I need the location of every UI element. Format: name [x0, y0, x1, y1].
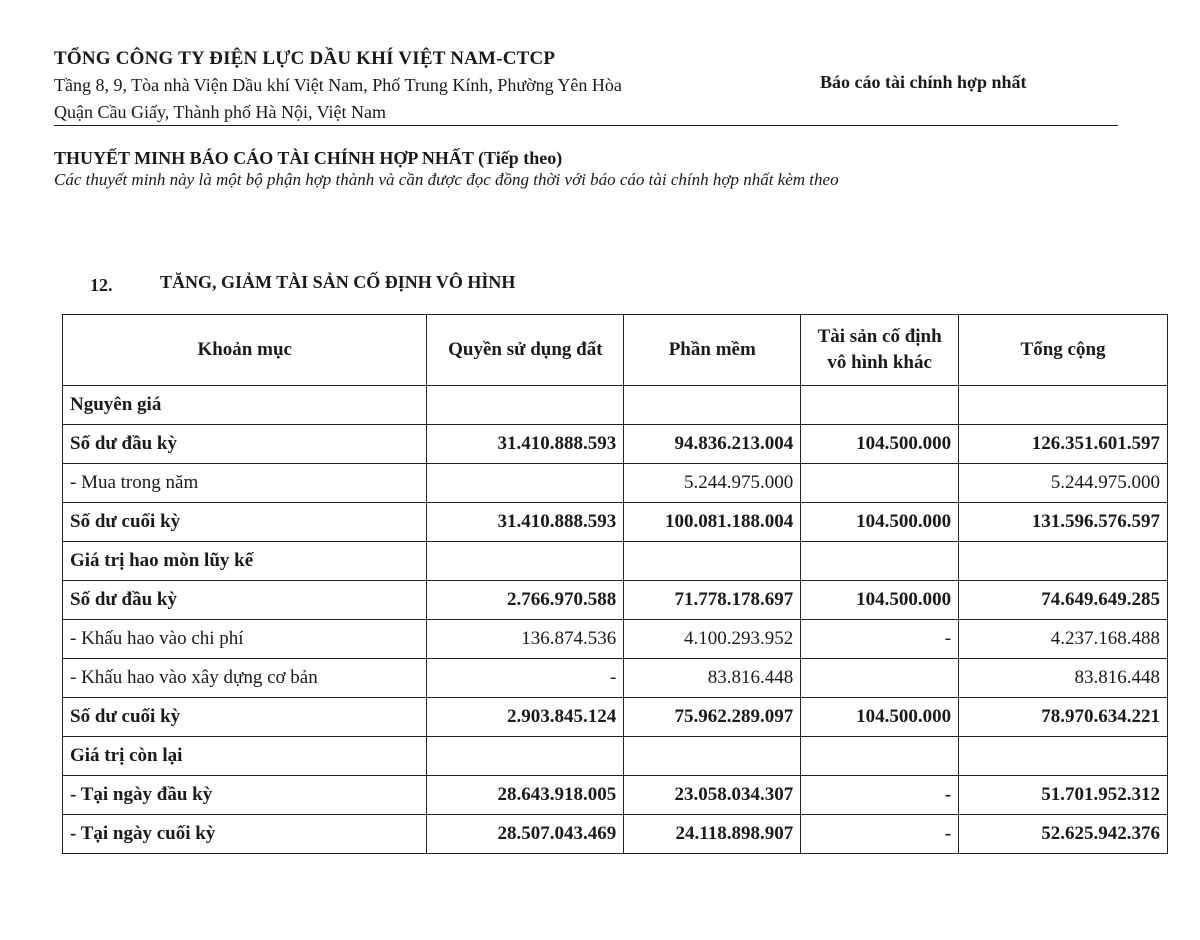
cell-other: - — [801, 620, 959, 659]
row-label: Giá trị hao mòn lũy kế — [63, 542, 427, 581]
cell-land: 28.507.043.469 — [427, 815, 624, 854]
cell-total: 74.649.649.285 — [959, 581, 1168, 620]
section-number: 12. — [90, 275, 113, 295]
cell-total: 131.596.576.597 — [959, 503, 1168, 542]
header-other-intangibles — [801, 315, 959, 386]
cell-total — [959, 542, 1168, 581]
cell-land: 31.410.888.593 — [427, 503, 624, 542]
cell-other — [801, 464, 959, 503]
row-label: Số dư cuối kỳ — [63, 698, 427, 737]
cell-total: 83.816.448 — [959, 659, 1168, 698]
cell-land: 2.766.970.588 — [427, 581, 624, 620]
row-label: - Tại ngày cuối kỳ — [63, 815, 427, 854]
cell-other: 104.500.000 — [801, 581, 959, 620]
cell-software — [624, 542, 801, 581]
cell-other — [801, 659, 959, 698]
table-row — [63, 620, 1168, 659]
cell-software: 94.836.213.004 — [624, 425, 801, 464]
table-row — [63, 425, 1168, 464]
cell-software: 23.058.034.307 — [624, 776, 801, 815]
header-land-use-rights: Quyền sử dụng đất — [427, 315, 624, 386]
cell-software — [624, 737, 801, 776]
row-label: - Khấu hao vào chi phí — [63, 620, 427, 659]
cell-other: 104.500.000 — [801, 698, 959, 737]
cell-other — [801, 386, 959, 425]
header-total: Tổng cộng — [959, 315, 1168, 386]
cell-total: 4.237.168.488 — [959, 620, 1168, 659]
table-row — [63, 464, 1168, 503]
row-label: Số dư đầu kỳ — [63, 581, 427, 620]
cell-software: 100.081.188.004 — [624, 503, 801, 542]
cell-land — [427, 386, 624, 425]
cell-total — [959, 386, 1168, 425]
cell-total: 52.625.942.376 — [959, 815, 1168, 854]
cell-total: 51.701.952.312 — [959, 776, 1168, 815]
cell-total: 5.244.975.000 — [959, 464, 1168, 503]
cell-other: 104.500.000 — [801, 425, 959, 464]
table-row — [63, 503, 1168, 542]
table-row — [63, 542, 1168, 581]
row-label: - Tại ngày đầu kỳ — [63, 776, 427, 815]
cell-software: 75.962.289.097 — [624, 698, 801, 737]
cell-land: 28.643.918.005 — [427, 776, 624, 815]
cell-software: 4.100.293.952 — [624, 620, 801, 659]
cell-land — [427, 737, 624, 776]
row-label: Số dư cuối kỳ — [63, 503, 427, 542]
table-header-row — [63, 315, 1168, 386]
row-label: Giá trị còn lại — [63, 737, 427, 776]
cell-land — [427, 464, 624, 503]
cell-software — [624, 386, 801, 425]
cell-land — [427, 542, 624, 581]
cell-software: 71.778.178.697 — [624, 581, 801, 620]
cell-software: 24.118.898.907 — [624, 815, 801, 854]
header-software: Phần mềm — [624, 315, 801, 386]
table-row — [63, 737, 1168, 776]
cell-total: 78.970.634.221 — [959, 698, 1168, 737]
cell-total: 126.351.601.597 — [959, 425, 1168, 464]
cell-land: 31.410.888.593 — [427, 425, 624, 464]
section-title: TĂNG, GIẢM TÀI SẢN CỐ ĐỊNH VÔ HÌNH — [160, 272, 516, 292]
cell-land: 136.874.536 — [427, 620, 624, 659]
company-name: TỔNG CÔNG TY ĐIỆN LỰC DẦU KHÍ VIỆT NAM-CTCP — [54, 48, 556, 69]
table-row — [63, 386, 1168, 425]
table-row — [63, 659, 1168, 698]
cell-land: 2.903.845.124 — [427, 698, 624, 737]
company-address-line1: Tầng 8, 9, Tòa nhà Viện Dầu khí Việt Nam, Phố Trung Kính, Phường Yên Hòa — [54, 75, 622, 95]
notes-title: THUYẾT MINH BÁO CÁO TÀI CHÍNH HỢP NHẤT (Tiếp theo) — [54, 148, 563, 168]
table-row — [63, 698, 1168, 737]
cell-software: 83.816.448 — [624, 659, 801, 698]
row-label: Số dư đầu kỳ — [63, 425, 427, 464]
report-type: Báo cáo tài chính hợp nhất — [820, 72, 1027, 92]
table-row — [63, 776, 1168, 815]
company-address-line2: Quận Cầu Giấy, Thành phố Hà Nội, Việt Nam — [54, 102, 387, 122]
header-divider — [54, 125, 1118, 126]
table-row — [63, 815, 1168, 854]
header-other-line2: vô hình khác — [827, 352, 932, 373]
cell-land: - — [427, 659, 624, 698]
row-label: Nguyên giá — [63, 386, 427, 425]
cell-other: - — [801, 776, 959, 815]
table-row — [63, 581, 1168, 620]
notes-subtitle: Các thuyết minh này là một bộ phận hợp thành và cần được đọc đồng thời với báo cáo tài chính hợp nhất kèm theo — [54, 170, 839, 189]
header-item: Khoản mục — [63, 315, 427, 386]
cell-other — [801, 737, 959, 776]
cell-software: 5.244.975.000 — [624, 464, 801, 503]
header-other-line1: Tài sản cố định — [817, 326, 942, 347]
cell-other — [801, 542, 959, 581]
cell-other: - — [801, 815, 959, 854]
row-label: - Khấu hao vào xây dựng cơ bản — [63, 659, 427, 698]
row-label: - Mua trong năm — [63, 464, 427, 503]
intangible-assets-table — [62, 314, 1168, 854]
cell-total — [959, 737, 1168, 776]
cell-other: 104.500.000 — [801, 503, 959, 542]
